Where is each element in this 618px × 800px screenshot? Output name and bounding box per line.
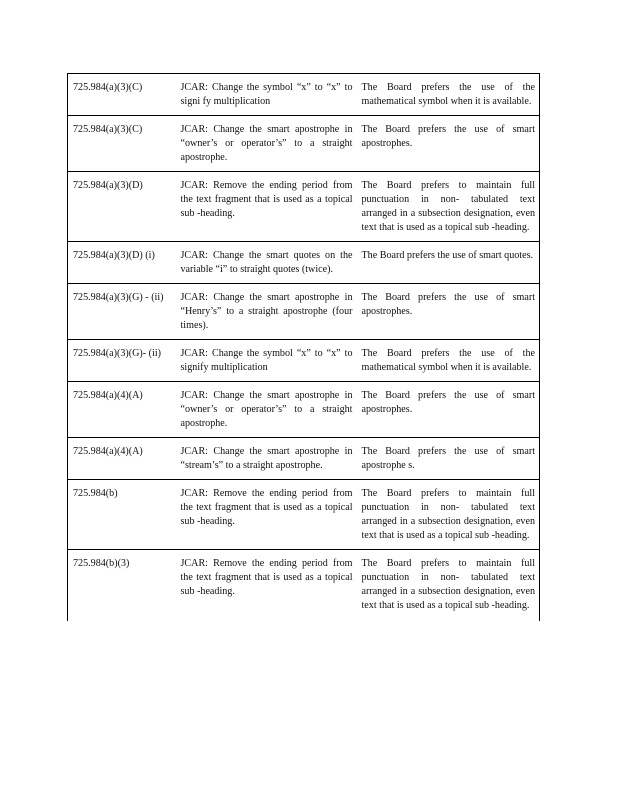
table-row [68, 74, 540, 116]
section-cell: 725.984(a)(3)(D) [68, 172, 176, 242]
change-cell: JCAR: Change the smart apostrophe in “Henry’s” to a straight apostrophe (four times). [176, 284, 357, 340]
reason-cell: The Board prefers to maintain full punctuation in non- tabulated text arranged in a subsection designation, even text that is used as a topical sub -heading. [357, 172, 540, 242]
table-row [68, 340, 540, 382]
section-cell: 725.984(b) [68, 480, 176, 550]
reason-cell: The Board prefers the use of the mathematical symbol when it is available. [357, 340, 540, 382]
section-cell: 725.984(a)(3)(G) - (ii) [68, 284, 176, 340]
section-cell: 725.984(b)(3) [68, 550, 176, 622]
change-cell: JCAR: Remove the ending period from the text fragment that is used as a topical sub -heading. [176, 550, 357, 622]
reason-cell: The Board prefers to maintain full punctuation in non- tabulated text arranged in a subsection designation, even text that is used as a topical sub -heading. [357, 550, 540, 622]
reason-cell: The Board prefers the use of smart apostrophes. [357, 116, 540, 172]
change-cell: JCAR: Change the smart apostrophe in “owner’s or operator’s” to a straight apostrophe. [176, 382, 357, 438]
table-row [68, 116, 540, 172]
change-cell: JCAR: Change the smart quotes on the variable “i” to straight quotes (twice). [176, 242, 357, 284]
table-row [68, 550, 540, 622]
change-cell: JCAR: Change the symbol “x” to “x” to signify multiplication [176, 340, 357, 382]
reason-cell: The Board prefers the use of smart apostrophes. [357, 382, 540, 438]
section-cell: 725.984(a)(3)(D) (i) [68, 242, 176, 284]
section-cell: 725.984(a)(4)(A) [68, 438, 176, 480]
table-row [68, 284, 540, 340]
table-row [68, 242, 540, 284]
section-cell: 725.984(a)(3)(C) [68, 116, 176, 172]
section-cell: 725.984(a)(4)(A) [68, 382, 176, 438]
change-cell: JCAR: Change the symbol “x” to “x” to signi fy multiplication [176, 74, 357, 116]
table-row [68, 438, 540, 480]
table-row [68, 172, 540, 242]
reason-cell: The Board prefers the use of smart apostrophes. [357, 284, 540, 340]
reason-cell: The Board prefers the use of smart quotes. [357, 242, 540, 284]
reason-cell: The Board prefers the use of smart apostrophe s. [357, 438, 540, 480]
reason-cell: The Board prefers the use of the mathematical symbol when it is available. [357, 74, 540, 116]
table-row [68, 480, 540, 550]
reason-cell: The Board prefers to maintain full punctuation in non- tabulated text arranged in a subsection designation, even text that is used as a topical sub -heading. [357, 480, 540, 550]
section-cell: 725.984(a)(3)(C) [68, 74, 176, 116]
section-cell: 725.984(a)(3)(G)- (ii) [68, 340, 176, 382]
change-cell: JCAR: Change the smart apostrophe in “stream’s” to a straight apostrophe. [176, 438, 357, 480]
change-cell: JCAR: Remove the ending period from the text fragment that is used as a topical sub -heading. [176, 480, 357, 550]
change-cell: JCAR: Change the smart apostrophe in “owner’s or operator’s” to a straight apostrophe. [176, 116, 357, 172]
table-row [68, 382, 540, 438]
change-cell: JCAR: Remove the ending period from the text fragment that is used as a topical sub -heading. [176, 172, 357, 242]
comments-table [67, 73, 540, 621]
